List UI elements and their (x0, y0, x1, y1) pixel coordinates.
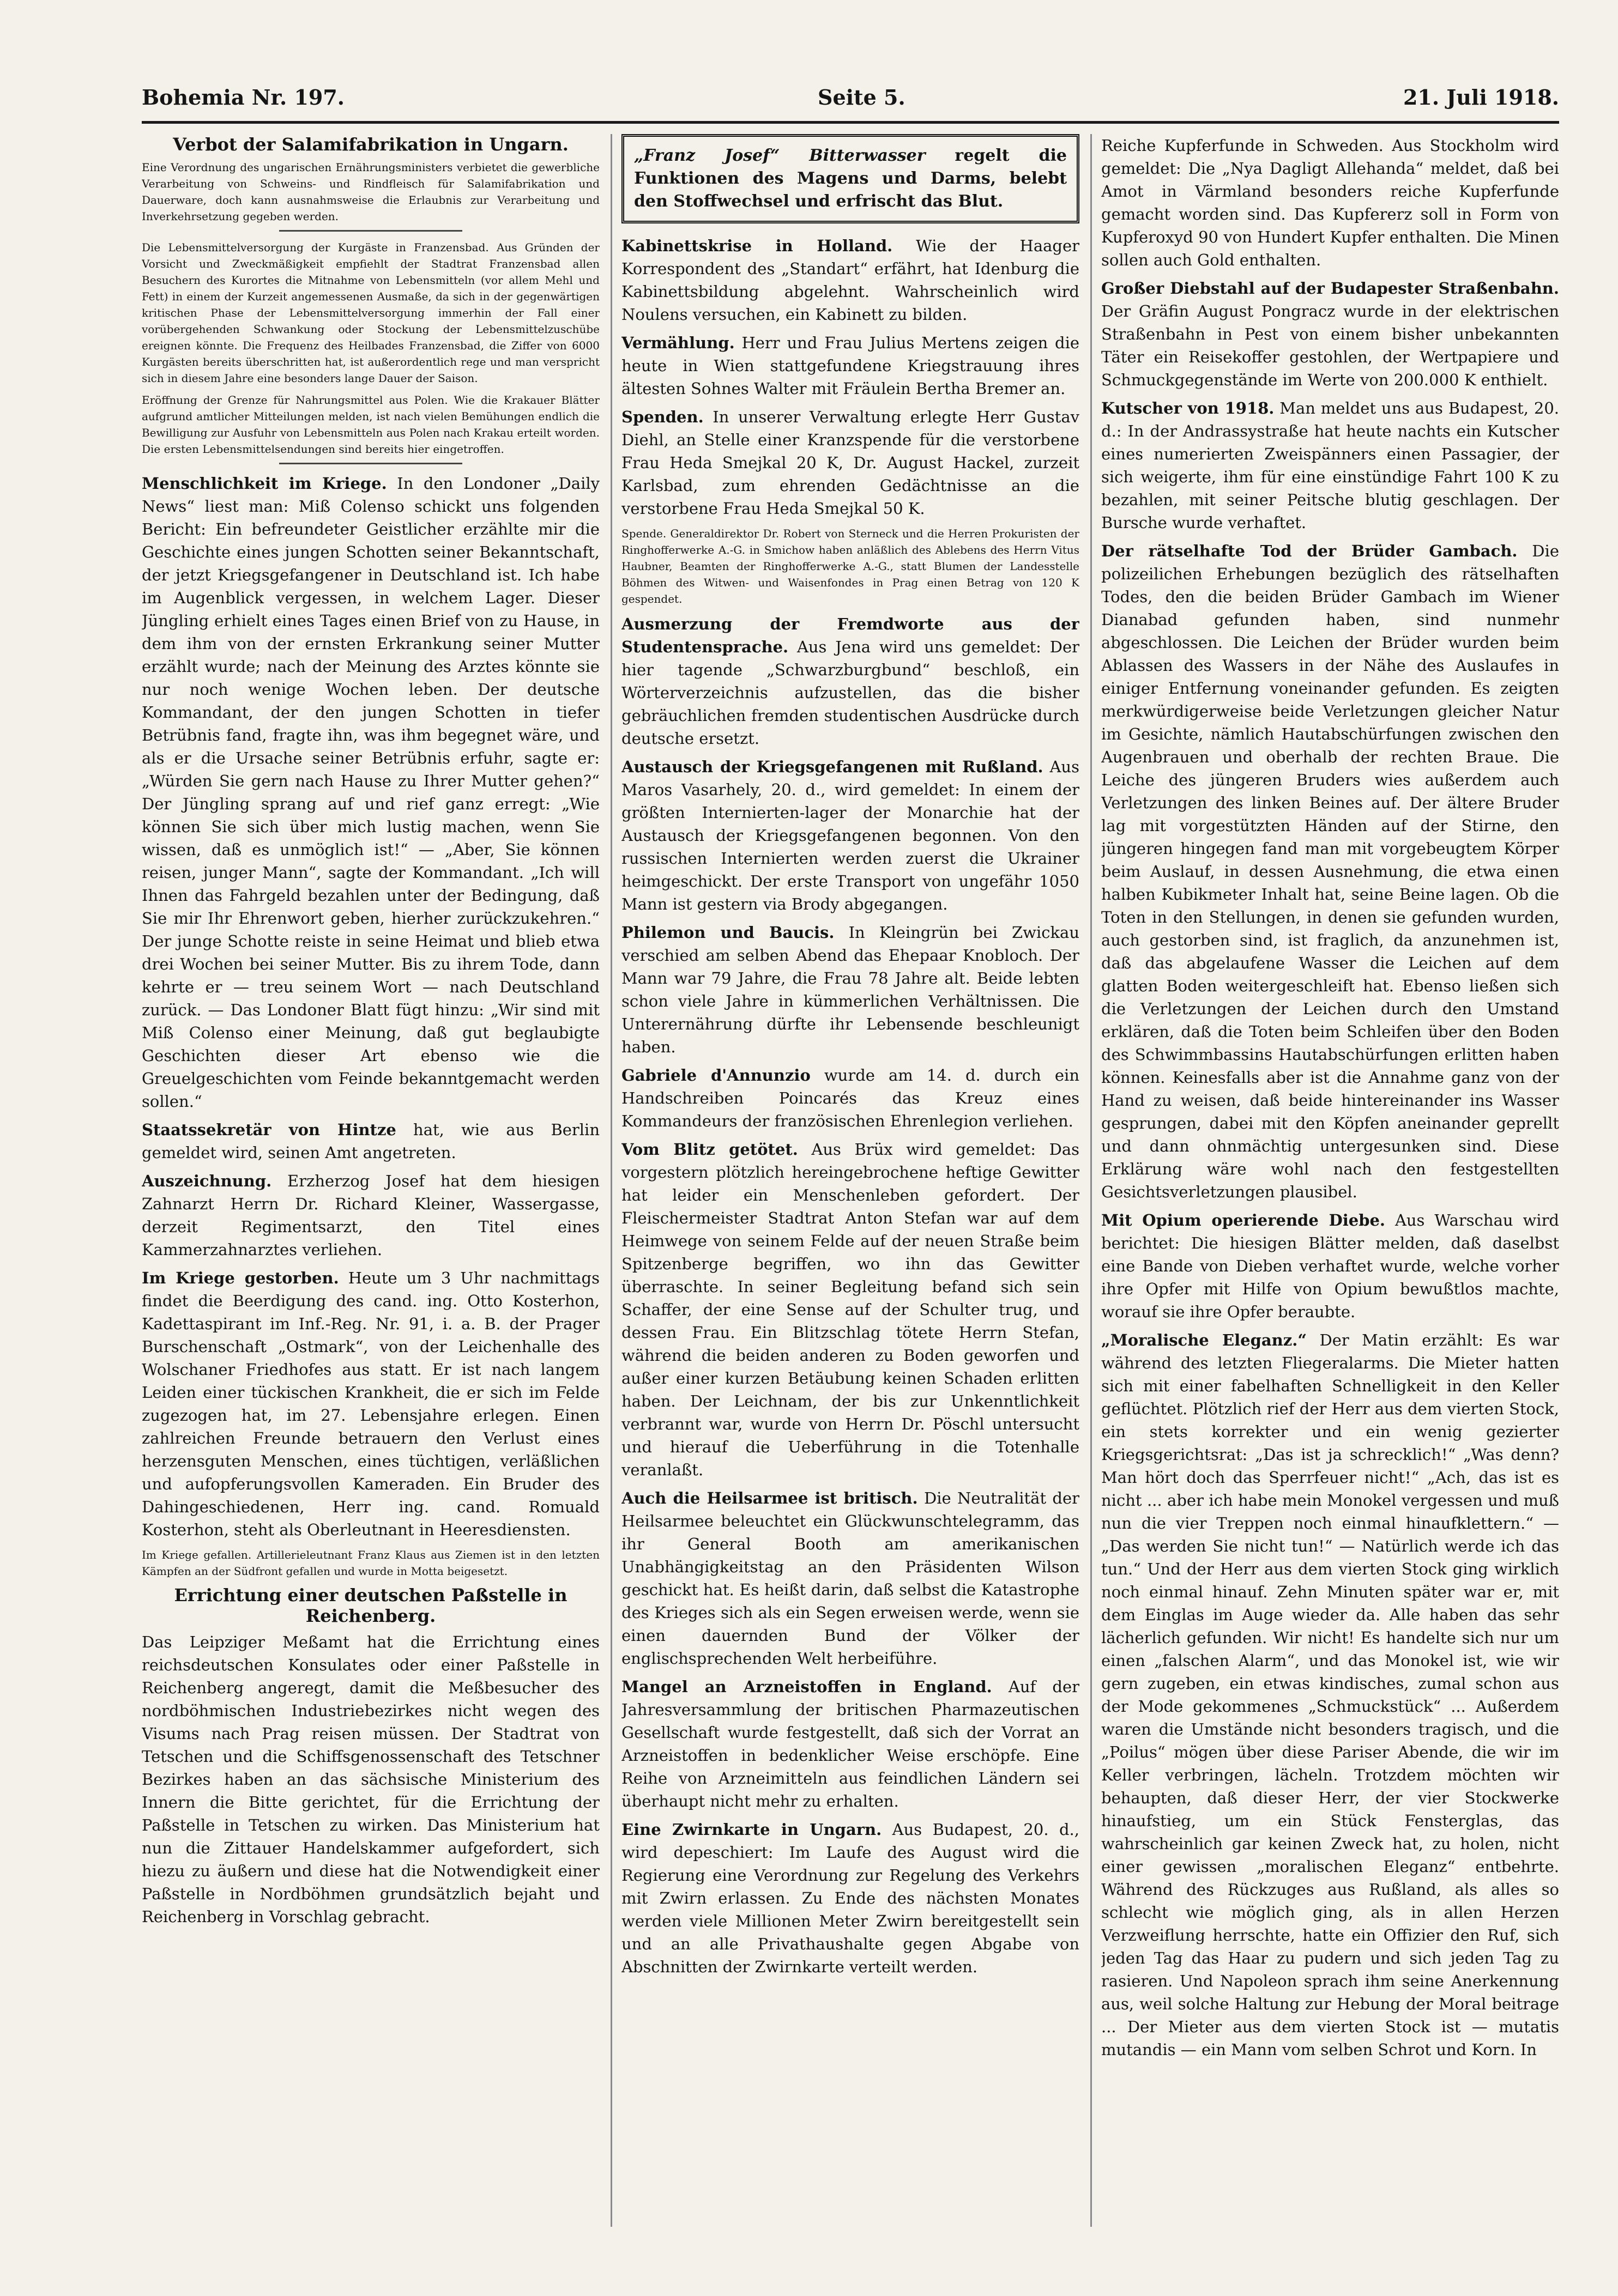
column-3 (1101, 134, 1559, 2227)
article-auszeichnung (142, 1170, 600, 1261)
article-headline: Kutscher von 1918. (1101, 399, 1275, 417)
article-body: In den Londoner „Daily News“ liest man: Miß Colenso schickt uns folgenden Bericht: Ein befreundeter Geistlicher erzählte mir die Geschichte eines jungen Schotten seiner Bekanntschaft, der jetzt Kriegsgefangener in Deutschland ist. Ich habe im Augenblick vergessen, in welchem Lager. Dieser Jüngling erhielt eines Tages einen Brief von zu Hause, in dem ihm von der ernsten Erkrankung seiner Mutter erzählt wurde; nach der Meinung des Arztes könnte sie nur noch wenige Wochen leben. Der deutsche Kommandant, der den jungen Schotten in tiefer Betrübnis fand, fragte ihn, was ihm begegnet wäre, und als er die Ursache seiner Betrübnis erfuhr, sagte er: „Würden Sie gern nach Hause zu Ihrer Mutter gehen?“ Der Jüngling sprang auf und rief ganz erregt: „Wie können Sie sich über mich lustig machen, wenn Sie wissen, daß es unmöglich ist!“ — „Aber, Sie können reisen, junger Mann“, sagte der Kommandant. „Ich will Ihnen das Fahrgeld bezahlen unter der Bedingung, daß Sie mir Ihr Ehrenwort geben, hierher zurückzukehren.“ Der junge Schotte reiste in seine Heimat und blieb etwa drei Wochen bei seiner Mutter. Bis zu ihrem Tode, dann kehrte er — treu seinem Wort — nach Deutschland zurück. — Das Londoner Blatt fügt hinzu: „Wir sind mit Miß Colenso einer Meinung, daß gut beglaubigte Geschichten dieser Art ebenso wie die Greuelgeschichten vom Feinde bekanntgemacht werden sollen.“ (142, 474, 600, 1111)
article-salami: Eine Verordnung des ungarischen Ernährungsministers verbietet die gewerbliche Verarbeitung von Schweins- und Rindfleisch für Salamifabrikation und Dauerware, doch kann ausnahmsweise die Erlaubnis zur Verarbeitung und Inverkehrsetzung gegeben werden. (142, 161, 600, 223)
separator (279, 230, 462, 232)
article-headline: Mit Opium operierende Diebe. (1101, 1211, 1386, 1229)
article-arznei (621, 1675, 1079, 1813)
advertisement-bitterwasser (621, 134, 1079, 223)
article-spende-small: Spende. Generaldirektor Dr. Robert von Sterneck und die Herren Prokuristen der Ringhofferwerke A.-G. in Smichow haben anläßlich des Ablebens des Herrn Vitus Haubner, Beamten der Ringhofferwerke A.-G., statt Blumen der Landesstelle Böhmen des Witwen- und Waisenfondes in Prag einen Betrag von 120 K gespendet. (621, 527, 1079, 605)
article-body: Wie der Haager Korrespondent des „Standart“ erfährt, hat Idenburg die Kabinettsbildung abgelehnt. Wahrscheinlich wird Noulens versuchen, ein Kabinett zu bilden. (621, 237, 1079, 324)
article-kutscher (1101, 397, 1559, 534)
article-headline: Menschlichkeit im Kriege. (142, 474, 387, 493)
article-eleganz (1101, 1329, 1559, 2061)
article-headline: Staatssekretär von Hintze (142, 1120, 396, 1139)
article-gefallen: Im Kriege gefallen. Artillerieleutnant Franz Klaus aus Ziemen ist in den letzten Kämpfen an der Südfront gefallen und wurde in Motta beigesetzt. (142, 1548, 600, 1578)
article-headline: „Moralische Eleganz.“ (1101, 1331, 1307, 1349)
article-headline: Eine Zwirnkarte in Ungarn. (621, 1820, 882, 1839)
article-headline: Auszeichnung. (142, 1172, 272, 1190)
article-body: Aus Budapest, 20. d., wird depeschiert: Im Laufe des August wird die Regierung eine Verordnung zur Regelung des Verkehrs mit Zwirn erlassen. Zu Ende des nächsten Monates werden viele Millionen Meter Zwirn bereitgestellt sein und an alle Privathaushalte gegen Abgabe von Abschnitten der Zwirnkarte verteilt werden. (621, 1820, 1079, 1976)
page-header (142, 82, 1559, 112)
article-body: wurde am 14. d. durch ein Handschreiben Poincarés das Kreuz eines Kommandeurs der französischen Ehrenlegion verliehen. (621, 1066, 1079, 1130)
column-rule-2 (1090, 134, 1092, 2227)
article-spenden (621, 405, 1079, 520)
header-date: 21. Juli 1918. (1403, 85, 1559, 110)
article-kabinett (621, 234, 1079, 326)
ad-brand: „Franz Josef“ Bitterwasser (634, 146, 926, 165)
header-page-number: Seite 5. (818, 85, 905, 110)
column-rule-1 (611, 134, 612, 2227)
article-fremdworte (621, 613, 1079, 750)
article-body: Man meldet uns aus Budapest, 20. d.: In der Andrassystraße hat heute nachts ein Kutscher eines numerierten Zweispänners einen Passagier, der sich weigerte, ihm für eine einstündige Fahrt 100 K zu bezahlen, mit seiner Peitsche blutig geschlagen. Der Bursche wurde verhaftet. (1101, 399, 1559, 532)
article-heilsarmee (621, 1487, 1079, 1670)
article-headline: Gabriele d'Annunzio (621, 1066, 811, 1085)
header-issue: Bohemia Nr. 197. (142, 85, 345, 110)
article-body: Aus Brüx wird gemeldet: Das vorgestern plötzlich hereingebrochene heftige Gewitter hat leider ein Menschenleben gefordert. Der Fleischermeister Stadtrat Anton Stefan war auf dem Heimwege von seinem Felde auf der neuen Straße beim Spitzenberge begriffen, wo ihn das Gewitter überraschte. In seiner Begleitung befand sich sein Schaffer, der eine Sense auf der Schulter trug, und dessen Frau. Ein Blitzschlag tötete Herrn Stefan, während die beiden anderen zu Boden geworfen und außer einer kurzen Betäubung keinen Schaden erlitten haben. Der Leichnam, der bis zur Unkenntlichkeit verbrannt war, wurde von Herrn Dr. Pöschl untersucht und hierauf die Ueberführung in die Totenhalle veranlaßt. (621, 1140, 1079, 1479)
separator (279, 463, 462, 464)
article-austausch (621, 755, 1079, 916)
article-title-salami: Verbot der Salamifabrikation in Ungarn. (173, 134, 569, 155)
article-headline: Austausch der Kriegsgefangenen mit Rußland. (621, 758, 1043, 776)
article-headline: Auch die Heilsarmee ist britisch. (621, 1489, 918, 1507)
article-body: Die Neutralität der Heilsarmee beleuchtet ein Glückwunschtelegramm, das ihr General Booth am amerikanischen Unabhängigkeitstag an den Präsidenten Wilson geschickt hat. Es heißt darin, daß selbst die Katastrophe des Krieges sich als ein Segen erweisen werde, wenn sie einen dauernden Bund der Völker der englischsprechenden Welt herbeiführe. (621, 1489, 1079, 1668)
article-headline: Kabinettskrise in Holland. (621, 237, 893, 255)
article-zwirn (621, 1818, 1079, 1978)
article-gestorben (142, 1267, 600, 1541)
article-franzensbad: Die Lebensmittelversorgung der Kurgäste in Franzensbad. Aus Gründen der Vorsicht und Zweckmäßigkeit empfiehlt der Stadtrat Franzensbad allen Besuchern des Kurortes die Mitnahme von Lebensmitteln (vor allem Mehl und Fett) in einem der Kurzeit angemessenen Ausmaße, da sich in der gegenwärtigen kritischen Phase der Lebensmittelversorgung immerhin der Fall einer vorübergehenden Schwankung oder Stockung der Lebensmittelzuschübe ereignen könnte. Die Frequenz des Heilbades Franzensbad, die Ziffer von 6000 Kurgästen bereits überschritten hat, ist außerordentlich rege und man verspricht sich in diesem Jahre eine besonders lange Dauer der Saison. (142, 241, 600, 385)
article-headline: Philemon und Baucis. (621, 923, 835, 942)
article-headline: Vermählung. (621, 334, 735, 352)
article-vermaehlung (621, 331, 1079, 400)
article-dannunzio (621, 1064, 1079, 1132)
article-headline: Der rätselhafte Tod der Brüder Gambach. (1101, 542, 1518, 560)
article-menschlichkeit (142, 472, 600, 1113)
article-body: In Kleingrün bei Zwickau verschied am selben Abend das Ehepaar Knobloch. Der Mann war 79 Jahre, die Frau 78 Jahre alt. Beide lebten schon viele Jahre in kümmerlichen Verhältnissen. Die Unterernährung dürfte ihr Lebensende beschleunigt haben. (621, 923, 1079, 1056)
article-body: hat, wie aus Berlin gemeldet wird, seinen Amt angetreten. (142, 1120, 600, 1162)
article-blitz (621, 1138, 1079, 1481)
article-headline: Mangel an Arzneistoffen in England. (621, 1677, 992, 1696)
article-body: Aus Warschau wird berichtet: Die hiesigen Blätter melden, daß daselbst eine Bande von Dieben verhaftet wurde, welche vorher ihre Opfer mit Hilfe von Opium bewußtlos machte, worauf sie ihre Opfer beraubte. (1101, 1211, 1559, 1321)
article-body: In unserer Verwaltung erlegte Herr Gustav Diehl, an Stelle einer Kranzspende für die verstorbene Frau Heda Smejkal 20 K, Dr. August Hackel, zurzeit Karlsbad, zum ehrenden Gedächtnisse an die verstorbene Frau Heda Smejkal 50 K. (621, 408, 1079, 518)
article-headline: Im Kriege gestorben. (142, 1269, 339, 1287)
article-body: Aus Maros Vasarhely, 20. d., wird gemeldet: In einem der größten Internierten-lager der Monarchie hat der Austausch der Kriegsgefangenen begonnen. Von den russischen Internierten werden zuerst die Ukrainer heimgeschickt. Der erste Transport von ungefähr 1050 Mann ist gestern via Brody abgegangen. (621, 758, 1079, 913)
article-polen: Eröffnung der Grenze für Nahrungsmittel aus Polen. Wie die Krakauer Blätter aufgrund amtlicher Mitteilungen melden, ist nach vielen Bemühungen endlich die Bewilligung zur Ausfuhr von Lebensmitteln aus Polen nach Krakau erteilt worden. Die ersten Lebensmittelsendungen sind bereits hier eingetroffen. (142, 393, 600, 456)
column-2 (621, 134, 1079, 2227)
article-headline: Großer Diebstahl auf der Budapester Straßenbahn. (1101, 279, 1559, 298)
article-diebstahl (1101, 277, 1559, 391)
article-headline: Ausmerzung der Fremdworte aus der Studentensprache. (621, 615, 1079, 656)
article-body: Die polizeilichen Erhebungen bezüglich des rätselhaften Todes, den die beiden Brüder Gambach im Wiener Dianabad gefunden haben, sind nunmehr abgeschlossen. Die Leichen der Brüder wurden beim Ablassen des Wassers in der Nähe des Auslaufes in einiger Entfernung voneinander gefunden. Es zeigten merkwürdigerweise beide Verletzungen gleicher Natur im Gesichte, nämlich Hautabschürfungen zwischen den Augenbrauen und oberhalb der rechten Braue. Die Leiche des jüngeren Bruders wies außerdem auch Verletzungen des linken Beines auf. Der ältere Bruder lag mit vorgestützten Händen auf der Stirne, den jüngeren hingegen fand man mit vorgebeugtem Körper beim Auslauf, in dessen Ausnehmung, die etwa einen halben Kubikmeter Inhalt hat, seine Beine lagen. Ob die Toten in den Stellungen, in denen sie gefunden wurden, auch gestorben sind, ist fraglich, da anzunehmen ist, daß das abgelaufene Wasser die Leichen auf dem glatten Boden weitergeschleift hat. Ebenso ließen sich die Verletzungen der Leichen durch den Umstand erklären, daß die Toten beim Schleifen über den Boden des Schwimmbassins Hautabschürfungen erlitten haben können. Keinesfalls aber ist die Annahme ganz von der Hand zu weisen, daß beide hintereinander ins Wasser gesprungen, dabei mit den Köpfen aneinander geprellt und dann ohnmächtig untergesunken sind. Diese Erklärung wäre wohl nach den festgestellten Gesichtsverletzungen plausibel. (1101, 542, 1559, 1201)
article-philemon (621, 921, 1079, 1058)
article-headline: Spenden. (621, 408, 704, 426)
article-gambach (1101, 540, 1559, 1203)
article-hintze (142, 1118, 600, 1164)
article-body: Herr und Frau Julius Mertens zeigen die heute in Wien stattgefundene Kriegstrauung ihres ältesten Sohnes Walter mit Fräulein Bertha Bremer an. (621, 334, 1079, 398)
article-passtelle: Das Leipziger Meßamt hat die Errichtung eines reichsdeutschen Konsulates oder einer Paßstelle in Reichenberg angeregt, damit die Meßbesucher des nordböhmischen Industriebezirkes nicht wegen des Visums nach Prag reisen müssen. Der Stadtrat von Tetschen und die Schiffsgenossenschaft des Tetschner Bezirkes haben an das sächsische Ministerium des Innern die Bitte gerichtet, für die Errichtung der Paßstelle in Tetschen zu wirken. Das Ministerium hat nun die Zittauer Handelskammer aufgefordert, sich hiezu zu äußern und diese hat die Notwendigkeit einer Paßstelle in Nordböhmen grundsätzlich bejaht und Reichenberg in Vorschlag gebracht. (142, 1633, 600, 1926)
article-body: Der Gräfin August Pongracz wurde in der elektrischen Straßenbahn in Pest von einem bisher unbekannten Täter ein Reisekoffer gestohlen, der Wertpapiere und Schmuckgegenstände im Werte von 200.000 K enthielt. (1101, 302, 1559, 389)
article-headline: Vom Blitz getötet. (621, 1140, 798, 1159)
article-body: Aus Jena wird uns gemeldet: Der hier tagende „Schwarzburgbund“ beschloß, ein Wörterverzeichnis aufzustellen, das die bisher gebräuchlichen fremden studentischen Ausdrücke durch deutsche ersetzt. (621, 638, 1079, 748)
column-1 (142, 134, 600, 2227)
ad-text: regelt die Funktionen des Magens und Darms, belebt den Stoffwechsel und erfrischt das Blut. (634, 146, 1067, 211)
article-body: Der Matin erzählt: Es war während des letzten Fliegeralarms. Die Mieter hatten sich mit einer fabelhaften Schnelligkeit in den Keller geflüchtet. Plötzlich rief der Herr aus dem vierten Stock, ein stets korrekter und ein wenig gezierter Kriegsgerichtsrat: „Das ist ja schrecklich!“ „Was denn? Man hört doch das Sperrfeuer nicht!“ „Ach, das ist es nicht ... aber ich habe mein Monokel vergessen und muß nun die vier Treppen noch einmal hinaufklettern.“ — „Das werden Sie nicht tun!“ — Natürlich werde ich das tun.“ Und der Herr aus dem vierten Stock ging wirklich noch einmal hinauf. Zehn Minuten später war er, mit dem Einglas im Auge wieder da. Alle haben das sehr lächerlich gefunden. Wir nicht! Es handelte sich nur um einen „falschen Alarm“, und das Monokel ist, wie wir gern zugeben, ein etwas kindisches, zumal schon aus der Mode gekommenes „Schmuckstück“ ... Außerdem waren die Umstände nicht besonders tragisch, und die „Poilus“ mögen über diese Pariser Abende, die wir im Keller verbringen, lächeln. Trotzdem möchten wir behaupten, daß dieser Herr, der vier Stockwerke hinaufstieg, um ein Stück Fensterglas, das wahrscheinlich gar keinen Zweck hat, zu holen, nicht einer gewissen „moralischen Eleganz“ entbehrte. Während des Rückzuges aus Rußland, als alles so schlecht wie möglich ging, als in allen Herzen Verzweiflung herrschte, hatte ein Offizier den Ruf, sich jeden Tag das Haar zu pudern und sich jeden Tag zu rasieren. Und Napoleon sprach ihm seine Anerkennung aus, weil solche Haltung zur Hebung der Moral beitrage ... Der Mieter aus dem vierten Stock ist — mutatis mutandis — ein Mann vom selben Schrot und Korn. In (1101, 1331, 1559, 2059)
article-body: Erzherzog Josef hat dem hiesigen Zahnarzt Herrn Dr. Richard Kleiner, Wassergasse, derzeit Regimentsarzt, den Titel eines Kammerzahnarztes verliehen. (142, 1172, 600, 1259)
article-kupfer: Reiche Kupferfunde in Schweden. Aus Stockholm wird gemeldet: Die „Nya Dagligt Allehanda“ meldet, daß bei Amot in Värmland besonders reiche Kupferfunde gemacht worden sind. Das Kupfererz soll in Form von Kupferoxyd 90 von Hundert Kupfer enthalten. Die Minen sollen auch Gold enthalten. (1101, 136, 1559, 269)
newspaper-page (142, 82, 1559, 2240)
article-opium (1101, 1209, 1559, 1323)
header-rule (142, 121, 1559, 124)
article-title-passtelle: Errichtung einer deutschen Paßstelle in Reichenberg. (174, 1585, 567, 1626)
article-body: Auf der Jahresversammlung der britischen Pharmazeutischen Gesellschaft wurde festgestellt, daß sich der Vorrat an Arzneistoffen in bedenklicher Weise erschöpfe. Eine Reihe von Arzneimitteln aus feindlichen Ländern sei überhaupt nicht mehr zu erhalten. (621, 1677, 1079, 1810)
article-body: Heute um 3 Uhr nachmittags findet die Beerdigung des cand. ing. Otto Kosterhon, Kadettaspirant im Inf.-Reg. Nr. 91, i. a. B. der Prager Burschenschaft „Ostmark“, von der Leichenhalle des Wolschaner Friedhofes aus statt. Er ist nach langem Leiden einer tückischen Krankheit, die er sich im Felde zugezogen hat, im 27. Lebensjahre erlegen. Einen zahlreichen Freunde betrauern den Verlust eines herzensguten Menschen, eines tüchtigen, verläßlichen und aufopferungsvollen Kameraden. Ein Bruder des Dahingeschiedenen, Herr ing. cand. Romuald Kosterhon, steht als Oberleutnant in Heeresdiensten. (142, 1269, 600, 1539)
